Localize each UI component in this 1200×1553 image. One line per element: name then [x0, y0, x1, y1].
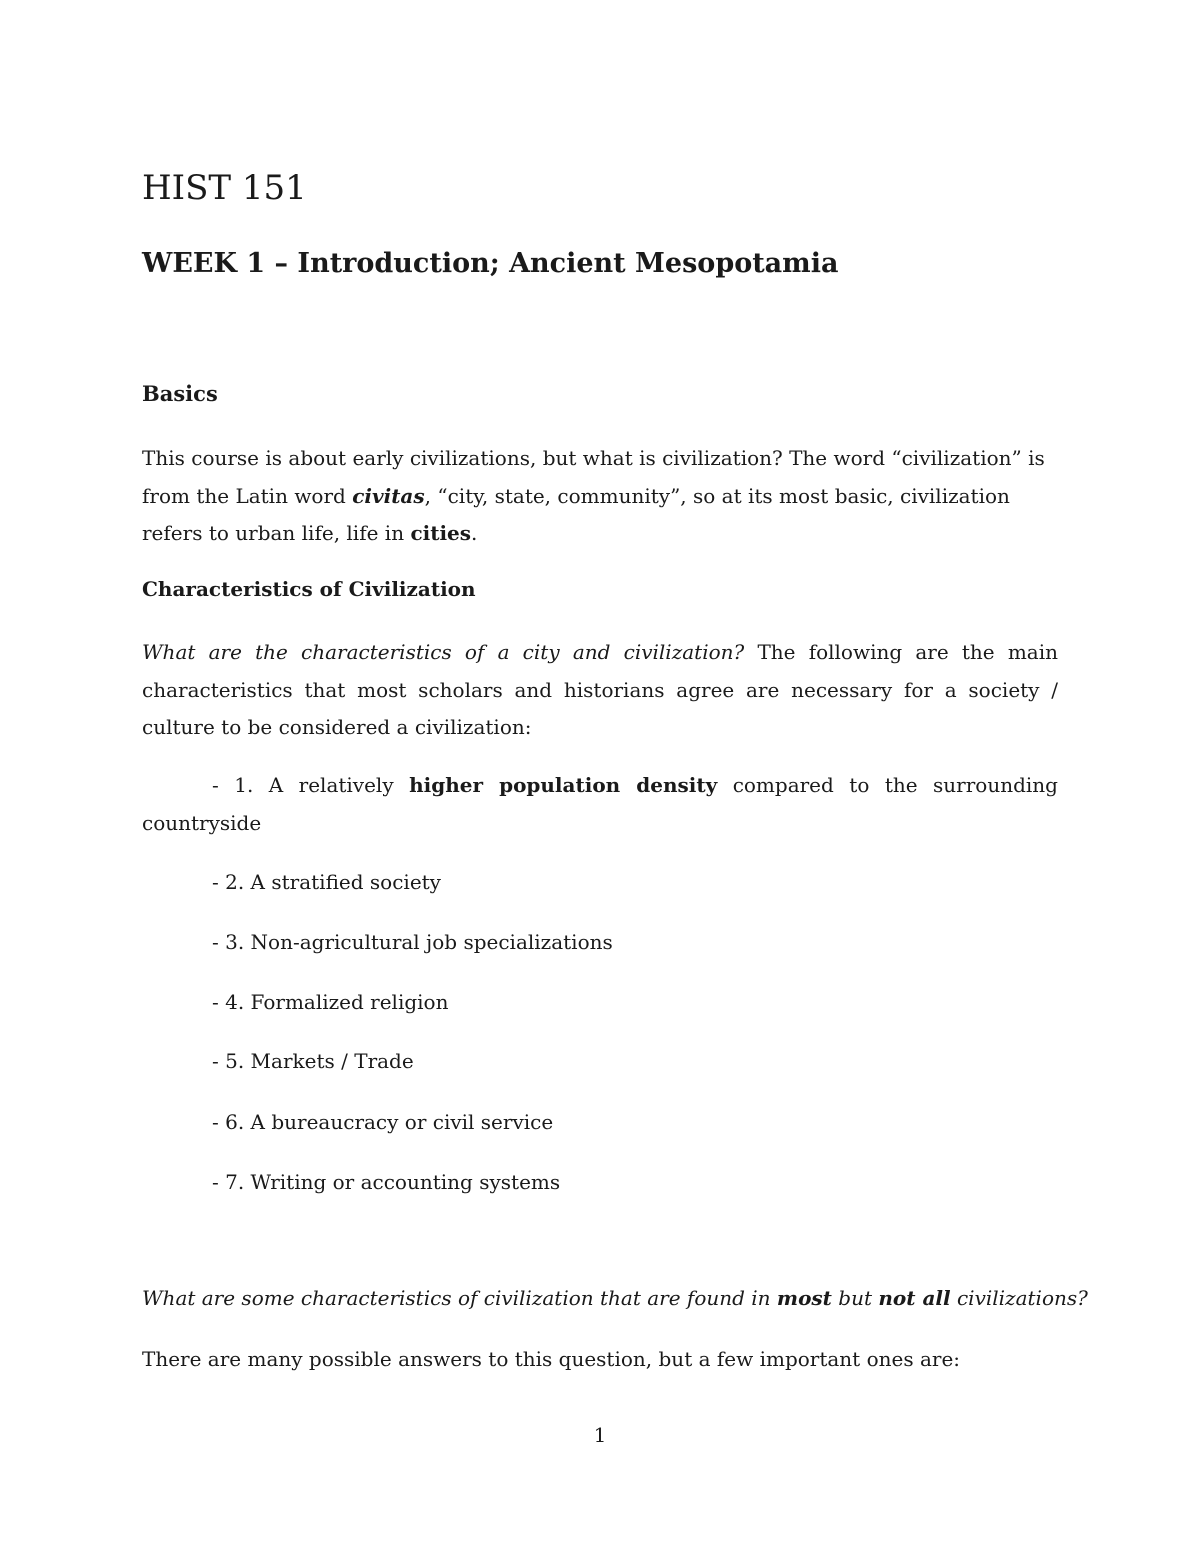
list-item-2: - 2. A stratified society: [212, 870, 441, 894]
list-item-6: - 6. A bureaucracy or civil service: [212, 1110, 554, 1134]
list-item-4: - 4. Formalized religion: [212, 990, 449, 1014]
list-item-7: - 7. Writing or accounting systems: [212, 1170, 561, 1194]
characteristics-text: The following are the main characteristics that most scholars and historians agree are necessary for a society / culture to be considered a civilization:: [142, 640, 1058, 739]
basics-text-2: , “city, state, community”, so at its most basic, civilization refers to urban life, life in: [142, 483, 1010, 545]
basics-text-3: .: [471, 521, 478, 545]
followup-question-part-2: but: [831, 1286, 879, 1310]
page-number: 1: [593, 1423, 607, 1447]
section-heading-characteristics: Characteristics of Civilization: [142, 577, 476, 601]
characteristics-paragraph: [142, 634, 1058, 747]
basics-text-1: This course is about early civilizations, but what is civilization? The word “civilization” is from the Latin word: [142, 446, 1045, 508]
followup-question-most: most: [776, 1286, 832, 1310]
section-heading-basics: Basics: [142, 381, 218, 406]
course-title: HIST 151: [142, 168, 307, 208]
term-civitas: civitas: [352, 483, 425, 508]
followup-question-not-all: not all: [878, 1286, 951, 1310]
term-cities: cities: [410, 521, 472, 545]
week-title: WEEK 1 – Introduction; Ancient Mesopotamia: [142, 248, 839, 279]
list-item-5: - 5. Markets / Trade: [212, 1049, 414, 1073]
list-item-1: [142, 767, 1058, 842]
list-item-3: - 3. Non-agricultural job specializations: [212, 930, 613, 954]
list-item-1-prefix: - 1. A relatively: [212, 773, 410, 797]
basics-paragraph: [142, 440, 1058, 553]
characteristics-question: What are the characteristics of a city and civilization?: [142, 640, 745, 664]
answer-intro: There are many possible answers to this question, but a few important ones are:: [142, 1347, 961, 1371]
followup-question-part-1: What are some characteristics of civilization that are found in: [142, 1286, 777, 1310]
followup-question: [142, 1286, 1088, 1310]
list-item-1-emphasis: higher population density: [409, 773, 718, 797]
followup-question-part-3: civilizations?: [950, 1286, 1088, 1310]
list-item-1-suffix: compared to the surrounding countryside: [142, 773, 1058, 835]
